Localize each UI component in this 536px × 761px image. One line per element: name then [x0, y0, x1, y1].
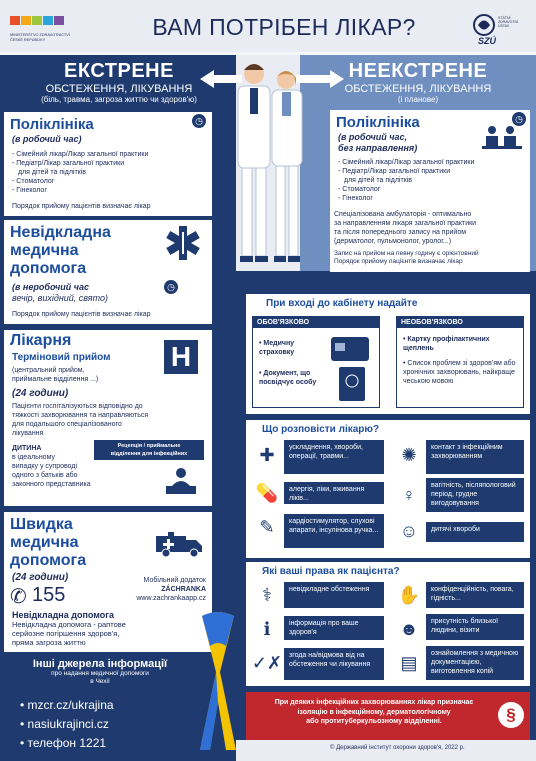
ambulance-hours: (24 години)	[12, 572, 69, 583]
infection-notice	[246, 692, 530, 740]
mandatory-item-1: • Медичну страховку	[259, 340, 295, 356]
hospital-subtitle: Терміновий прийом	[12, 352, 111, 363]
bandage-icon: ✚	[259, 444, 275, 465]
hospital-desc: Пацієнти госпіталізуються відповідно до тяжкості захворювання та направляються для подальшого спеціалізованого лікування	[12, 403, 149, 437]
rights-left-2: інформація про ваше здоров'я	[284, 616, 384, 640]
entry-title: При вході до кабінету надайте	[266, 298, 418, 309]
infection-text: При деяких інфекційних захворюваннях лікар призначає ізоляцію в інфекційному, дерматологічному або протитуберкульозному відділенні.	[274, 699, 474, 725]
mandatory-label: ОБОВ'ЯЗКОВО	[253, 317, 379, 328]
optional-item-1: • Картку профілактичних щеплень	[403, 336, 490, 352]
polyclinic-title: Поліклініка	[10, 116, 94, 133]
urgent-note: Порядок прийому пацієнтів визначає лікар	[12, 311, 151, 318]
szu-small-text: STÁTNÍ ZDRAVOTNÍ ÚSTAV	[498, 16, 518, 28]
szu-text: SZÚ	[478, 36, 496, 46]
handshake-icon: ✋	[397, 584, 421, 605]
info-title: Інші джерела інформації	[32, 658, 168, 670]
pills-icon: 💊	[255, 482, 279, 503]
optional-box	[396, 316, 524, 408]
ambulance-title: Швидка медична допомога	[10, 516, 87, 569]
entry-card	[246, 294, 530, 414]
polyclinic-right-list: - Сімейний лікар/Лікар загальної практики - Педіатр/Лікар загальної практики для дітей та підлітків - Стоматолог - Гінеколог	[338, 159, 475, 202]
optional-item-2: • Список проблем зі здоров'ям або хронічних захворювань, найкраще чеською мовою	[403, 360, 516, 385]
emergency-phone[interactable]: 155	[32, 584, 66, 606]
reception-label: Рецепція / приймальне відділення для інфекційних	[94, 440, 204, 460]
ministry-logo: MINISTERSTVO ZDRAVOTNICTVÍ ČESKÉ REPUBLIKY	[10, 12, 80, 43]
info-block	[10, 658, 190, 686]
hospital-h-icon: H	[164, 340, 198, 374]
urgent-hours: (в неробочий час вечір, вихідний, свято)	[12, 282, 109, 303]
paragraph-icon: §	[498, 702, 524, 728]
doctors-illustration	[214, 52, 314, 272]
footer-copyright: © Державний інститут охорони здоров'я, 2022 р.	[330, 745, 465, 751]
tell-left-3: кардіостимулятор, слухові апарати, інсулінова ручка...	[284, 514, 384, 548]
info-icon: ℹ	[263, 618, 271, 639]
hospital-hours: (24 години)	[12, 388, 69, 399]
tell-doctor-card	[246, 420, 530, 558]
ambulance-icon	[154, 530, 204, 558]
clock-icon: ◷	[164, 280, 178, 294]
ambulance-small-icon: ⚕	[262, 584, 272, 605]
rights-right-2: присутність близької людини, візити	[426, 614, 524, 640]
waiting-room-icon	[480, 124, 524, 152]
clock-icon: ◷	[192, 114, 206, 128]
tell-right-2: вагітність, післяпологовий період, грудне вигодовування	[426, 478, 524, 512]
rights-left-1: невідкладне обстеження	[284, 582, 384, 608]
child-icon: ☺	[399, 520, 419, 541]
clock-icon: ◷	[512, 112, 526, 126]
tell-left-1: ускладнення, хвороби, операції, травми...	[284, 440, 384, 474]
tell-right-3: дитячі хвороби	[426, 522, 524, 542]
link-mzcr[interactable]: • mzcr.cz/ukrajina	[20, 698, 114, 712]
patient-rights-card	[246, 562, 530, 686]
polyclinic-title-right: Поліклініка	[336, 114, 420, 131]
urgent-title: Невідкладна медична допомога	[10, 224, 111, 277]
mandatory-box	[252, 316, 380, 408]
hospital-card	[4, 330, 212, 506]
virus-icon: ✺	[401, 444, 417, 465]
rights-right-3: ознайомлення з медичною документацією, виготовлення копій	[426, 646, 524, 680]
reception-desk-icon	[164, 466, 198, 496]
info-sub: про надання медичної допомоги в Чехії	[51, 670, 149, 685]
app-info: Мобільний додаток ZÁCHRANKA www.zachrankaapp.cz	[104, 576, 206, 603]
tell-left-2: алергія, ліки, вживання ліків...	[284, 482, 384, 504]
rights-right-1: конфіденційність, повага, гідність...	[426, 582, 524, 608]
insurance-card-icon	[329, 331, 373, 403]
arrow-right-head	[330, 70, 344, 88]
polyclinic-right-notes: Запис на прийом на певну годину є орієнтовний Порядок прийому пацієнтів визначає лікар	[334, 250, 479, 265]
tell-title: Що розповісти лікарю?	[262, 424, 380, 435]
hospital-title: Лікарня	[10, 332, 72, 349]
specialized-clinic: Спеціалізована амбулаторія - оптимально за направленням лікаря загальної практики та після попереднього запису на прийом (дерматолог, пульмонолог, уролог...)	[334, 211, 477, 245]
urgent-care-card	[4, 220, 212, 324]
pregnancy-icon: ♀	[402, 484, 416, 505]
polyclinic-hours: (в робочий час)	[12, 134, 82, 144]
page-title: ВАМ ПОТРІБЕН ЛІКАР?	[152, 14, 416, 40]
polyclinic-emergency-card	[4, 112, 212, 216]
polyclinic-list: - Сімейний лікар/Лікар загальної практики - Педіатр/Лікар загальної практики для дітей та підлітків - Стоматолог - Гінеколог	[12, 151, 149, 194]
polyclinic-note: Порядок прийому пацієнтів визначає лікар	[12, 203, 151, 210]
polyclinic-nonemergency-card	[330, 110, 530, 272]
polyclinic-right-hours: (в робочий час, без направлення)	[338, 132, 418, 153]
visitors-icon: ☻	[399, 618, 419, 639]
info-links	[20, 696, 114, 753]
link-phone[interactable]: • телефон 1221	[20, 736, 107, 750]
non-emergency-header: НЕЕКСТРЕНЕ ОБСТЕЖЕННЯ, ЛІКУВАННЯ (і планове)	[344, 60, 492, 104]
ribbon-icon	[196, 612, 240, 752]
ambulance-card	[4, 512, 212, 652]
ambulance-urgent: Невідкладна допомога Невідкладна допомога - раптове серйозне погіршення здоров'я, пряма загроза життю	[12, 610, 126, 647]
phone-icon: ✆	[10, 586, 27, 608]
tell-right-1: контакт з інфекційним захворюванням	[426, 440, 524, 474]
rights-left-3: згода на/відмова від на обстеження чи лікування	[284, 648, 384, 680]
mandatory-item-2: • Документ, що посвідчує особу	[259, 370, 317, 386]
hospital-child: ДИТИНА в ідеальному випадку у супроводі одного з батьків або законного представника	[12, 445, 91, 488]
link-nasiukrajinci[interactable]: • nasiukrajinci.cz	[20, 717, 109, 731]
star-of-life-icon	[164, 224, 202, 262]
hospital-sublines: (центральний прийом, приймальне відділення ...)	[12, 367, 99, 383]
optional-label: НЕОБОВ'ЯЗКОВО	[397, 317, 523, 328]
arrow-left-head	[200, 70, 214, 88]
szu-logo	[472, 12, 530, 46]
rights-title: Які ваші права як пацієнта?	[262, 566, 400, 577]
syringe-icon: ✎	[259, 516, 275, 537]
emergency-header: ЕКСТРЕНЕ ОБСТЕЖЕННЯ, ЛІКУВАННЯ (біль, травма, загроза життю чи здоров'ю)	[41, 60, 197, 104]
app-link[interactable]: www.zachrankaapp.cz	[136, 595, 206, 602]
check-icon: ✓✗	[251, 652, 283, 673]
documents-icon: ▤	[400, 652, 418, 673]
